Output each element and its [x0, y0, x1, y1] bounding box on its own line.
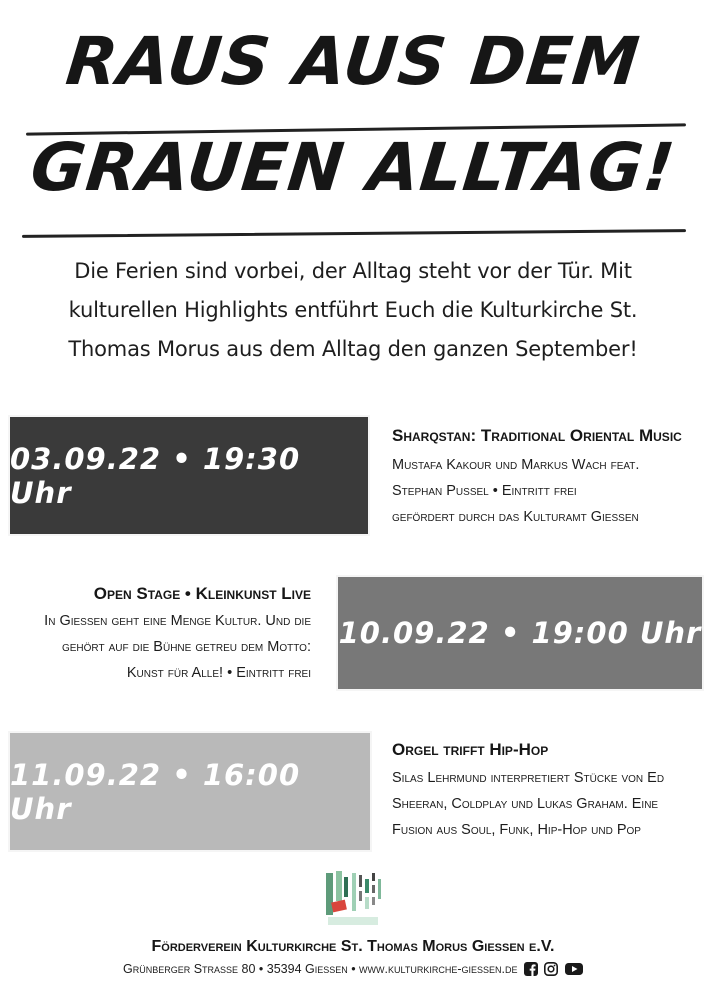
headline-line-1: RAUS AUS DEM — [62, 23, 644, 100]
event-2-detail-line: Kunst für Alle! • Eintritt frei — [126, 665, 311, 681]
organization-name: Förderverein Kulturkirche St. Thomas Morus Gießen e.V. — [151, 938, 555, 955]
headline-line-2: GRAUEN ALLTAG! — [27, 129, 679, 206]
event-3-detail-line: Fusion aus Soul, Funk, Hip-Hop und Pop — [392, 822, 641, 838]
kulturkirche-logo — [322, 869, 384, 929]
event-2-date-box: 10.09.22 • 19:00 Uhr — [338, 577, 702, 689]
event-1-detail-line: gefördert durch das Kulturamt Gießen — [392, 509, 639, 525]
event-1-detail-line: Mustafa Kakour und Markus Wach feat. — [392, 457, 640, 473]
event-3-title: Orgel trifft Hip-Hop — [392, 740, 549, 759]
intro-line: Thomas Morus aus dem Alltag den ganzen September! — [68, 337, 638, 361]
address-text: Grünberger Straße 80 • 35394 Gießen • www.kulturkirche-giessen.de — [123, 962, 518, 976]
event-1-date-box: 03.09.22 • 19:30 Uhr — [10, 417, 368, 534]
event-1-detail-line: Stephan Pussel • Eintritt frei — [392, 483, 577, 499]
event-2-detail-line: In Gießen geht eine Menge Kultur. Und die — [44, 613, 311, 629]
intro-line: kulturellen Highlights entführt Euch die Kulturkirche St. — [68, 298, 638, 322]
event-2-title: Open Stage • Kleinkunst Live — [93, 584, 311, 603]
event-3-date-box: 11.09.22 • 16:00 Uhr — [10, 733, 370, 850]
event-1-title: Sharqstan: Traditional Oriental Music — [392, 426, 682, 445]
event-1-details — [392, 452, 639, 530]
headline-rule-bottom — [22, 229, 686, 238]
youtube-icon[interactable] — [565, 962, 583, 976]
instagram-icon[interactable] — [544, 962, 558, 976]
event-3-detail-line: Sheeran, Coldplay und Lukas Graham. Eine — [392, 796, 659, 812]
intro-line: Die Ferien sind vorbei, der Alltag steht vor der Tür. Mit — [74, 259, 632, 283]
address-line — [0, 962, 706, 976]
facebook-icon[interactable] — [524, 962, 538, 976]
event-3-details — [392, 765, 664, 843]
event-3-detail-line: Silas Lehrmund interpretiert Stücke von Ed — [392, 770, 665, 786]
event-2-detail-line: gehört auf die Bühne getreu dem Motto: — [61, 639, 311, 655]
intro-text — [30, 252, 676, 369]
event-2-details — [10, 608, 311, 686]
